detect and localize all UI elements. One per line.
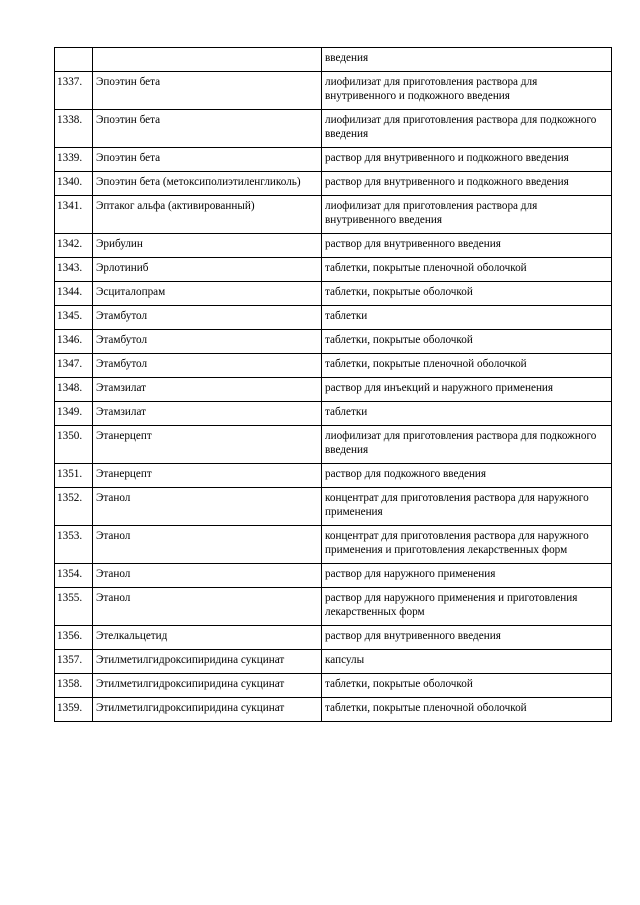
table-row xyxy=(55,426,612,464)
row-number: 1352. xyxy=(55,488,93,526)
table-row xyxy=(55,258,612,282)
drug-name: Этанол xyxy=(93,526,322,564)
row-number: 1349. xyxy=(55,402,93,426)
dosage-form: раствор для подкожного введения xyxy=(322,464,612,488)
table-row xyxy=(55,172,612,196)
dosage-form: концентрат для приготовления раствора для наружного применения xyxy=(322,488,612,526)
dosage-form: раствор для наружного применения и приготовления лекарственных форм xyxy=(322,588,612,626)
row-number: 1343. xyxy=(55,258,93,282)
drug-table-body xyxy=(55,48,612,722)
drug-name: Этанол xyxy=(93,488,322,526)
table-row xyxy=(55,110,612,148)
table-row xyxy=(55,588,612,626)
dosage-form: таблетки, покрытые пленочной оболочкой xyxy=(322,258,612,282)
row-number: 1341. xyxy=(55,196,93,234)
row-number: 1353. xyxy=(55,526,93,564)
table-row xyxy=(55,698,612,722)
drug-name: Этанерцепт xyxy=(93,464,322,488)
drug-name: Этанерцепт xyxy=(93,426,322,464)
drug-name: Этанол xyxy=(93,588,322,626)
dosage-form: раствор для наружного применения xyxy=(322,564,612,588)
dosage-form: концентрат для приготовления раствора для наружного применения и приготовления лекарственных форм xyxy=(322,526,612,564)
table-row xyxy=(55,196,612,234)
table-row xyxy=(55,526,612,564)
table-row xyxy=(55,72,612,110)
table-row xyxy=(55,306,612,330)
table-row xyxy=(55,48,612,72)
drug-name: Этамзилат xyxy=(93,402,322,426)
drug-name: Эрибулин xyxy=(93,234,322,258)
row-number: 1340. xyxy=(55,172,93,196)
dosage-form: лиофилизат для приготовления раствора для подкожного введения xyxy=(322,110,612,148)
dosage-form: раствор для инъекций и наружного применения xyxy=(322,378,612,402)
table-row xyxy=(55,626,612,650)
dosage-form: лиофилизат для приготовления раствора для подкожного введения xyxy=(322,426,612,464)
row-number: 1339. xyxy=(55,148,93,172)
drug-name: Эпоэтин бета xyxy=(93,72,322,110)
drug-name: Этамзилат xyxy=(93,378,322,402)
table-row xyxy=(55,674,612,698)
drug-name: Этилметилгидроксипиридина сукцинат xyxy=(93,674,322,698)
row-number: 1337. xyxy=(55,72,93,110)
table-row xyxy=(55,234,612,258)
dosage-form: таблетки xyxy=(322,306,612,330)
drug-name: Этанол xyxy=(93,564,322,588)
dosage-form: лиофилизат для приготовления раствора для внутривенного введения xyxy=(322,196,612,234)
row-number: 1359. xyxy=(55,698,93,722)
row-number: 1358. xyxy=(55,674,93,698)
table-row xyxy=(55,650,612,674)
row-number: 1348. xyxy=(55,378,93,402)
row-number: 1345. xyxy=(55,306,93,330)
dosage-form: лиофилизат для приготовления раствора для внутривенного и подкожного введения xyxy=(322,72,612,110)
drug-name: Эпоэтин бета (метоксиполиэтиленгликоль) xyxy=(93,172,322,196)
table-row xyxy=(55,148,612,172)
drug-name: Этамбутол xyxy=(93,330,322,354)
table-row xyxy=(55,488,612,526)
drug-name: Эсциталопрам xyxy=(93,282,322,306)
drug-name: Эптаког альфа (активированный) xyxy=(93,196,322,234)
drug-name: Эпоэтин бета xyxy=(93,148,322,172)
drug-name: Этилметилгидроксипиридина сукцинат xyxy=(93,650,322,674)
dosage-form: введения xyxy=(322,48,612,72)
table-row xyxy=(55,354,612,378)
table-row xyxy=(55,378,612,402)
dosage-form: капсулы xyxy=(322,650,612,674)
drug-table xyxy=(54,47,612,722)
drug-name: Эрлотиниб xyxy=(93,258,322,282)
dosage-form: раствор для внутривенного введения xyxy=(322,234,612,258)
row-number: 1344. xyxy=(55,282,93,306)
row-number xyxy=(55,48,93,72)
row-number: 1356. xyxy=(55,626,93,650)
row-number: 1355. xyxy=(55,588,93,626)
table-row xyxy=(55,330,612,354)
row-number: 1347. xyxy=(55,354,93,378)
drug-name: Этелкальцетид xyxy=(93,626,322,650)
table-row xyxy=(55,282,612,306)
dosage-form: таблетки, покрытые оболочкой xyxy=(322,674,612,698)
dosage-form: раствор для внутривенного и подкожного введения xyxy=(322,148,612,172)
dosage-form: таблетки xyxy=(322,402,612,426)
drug-name: Эпоэтин бета xyxy=(93,110,322,148)
row-number: 1350. xyxy=(55,426,93,464)
drug-name xyxy=(93,48,322,72)
drug-name: Этамбутол xyxy=(93,354,322,378)
row-number: 1346. xyxy=(55,330,93,354)
dosage-form: таблетки, покрытые пленочной оболочкой xyxy=(322,698,612,722)
table-row xyxy=(55,564,612,588)
row-number: 1354. xyxy=(55,564,93,588)
row-number: 1342. xyxy=(55,234,93,258)
dosage-form: раствор для внутривенного введения xyxy=(322,626,612,650)
row-number: 1338. xyxy=(55,110,93,148)
dosage-form: таблетки, покрытые оболочкой xyxy=(322,282,612,306)
row-number: 1351. xyxy=(55,464,93,488)
row-number: 1357. xyxy=(55,650,93,674)
dosage-form: таблетки, покрытые пленочной оболочкой xyxy=(322,354,612,378)
table-row xyxy=(55,402,612,426)
drug-name: Этилметилгидроксипиридина сукцинат xyxy=(93,698,322,722)
dosage-form: раствор для внутривенного и подкожного введения xyxy=(322,172,612,196)
table-row xyxy=(55,464,612,488)
drug-name: Этамбутол xyxy=(93,306,322,330)
dosage-form: таблетки, покрытые оболочкой xyxy=(322,330,612,354)
